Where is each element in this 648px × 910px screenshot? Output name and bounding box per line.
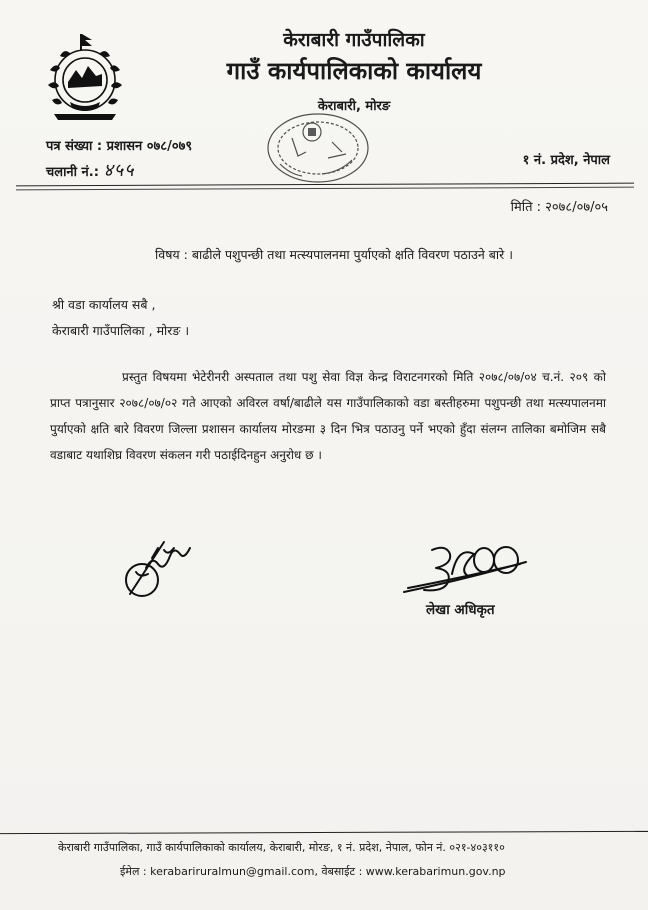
office-seal-stamp-icon xyxy=(262,108,374,188)
office-location: केराबारी, मोरङ xyxy=(317,99,391,114)
subject-text: बाढीले पशुपन्छी तथा मत्स्यपालनमा पुर्याएको क्षति विवरण पठाउने बारे । xyxy=(191,247,513,262)
date-label: मिति : xyxy=(510,200,542,215)
dispatch-value: ४५५ xyxy=(103,160,135,181)
dispatch-label: चलानी नं.: xyxy=(46,165,99,180)
footer-divider xyxy=(0,831,648,834)
letter-body: प्रस्तुत विषयमा भेटेरीनरी अस्पताल तथा पशु सेवा विज्ञ केन्द्र विराटनगरको मिति २०७८/०७/०४ च.नं. २०९ को प्राप्त पत्रानुसार २०७८/०७/०२ गते आएको अविरल वर्षा/बाढीले यस गाउँपालिकाको वडा बस्तीहरुमा पशुपन्छी तथा मत्स्यपालनमा पुर्याएको क्षति बारे विवरण जिल्ला प्रशासन कार्यालय मोरङमा ३ दिन भित्र पठाउनु पर्ने भएको हुँदा संलग्न तालिका बमोजिम सबै वडाबाट यथाशिघ्र विवरण संकलन गरी पठाईदिनहुन अनुरोध छ । xyxy=(50,370,606,462)
office-name: गाउँ कार्यपालिकाको कार्यालय xyxy=(226,57,482,85)
province-address: १ नं. प्रदेश, नेपाल xyxy=(522,153,610,168)
municipality-name: केराबारी गाउँपालिका xyxy=(283,29,425,51)
footer-contact: ईमेल : kerabariruralmun@gmail.com, वेबसाईट : www.kerabarimun.gov.np xyxy=(120,865,506,878)
header-divider-secondary xyxy=(16,187,634,191)
letter-date xyxy=(511,197,608,215)
addressee-line-2: केराबारी गाउँपालिका , मोरङ । xyxy=(52,323,190,338)
footer-address: केराबारी गाउँपालिका, गाउँ कार्यपालिकाको कार्यालय, केराबारी, मोरङ, १ नं. प्रदेश, नेपाल, फोन नं. ०२१-४०३११० xyxy=(58,841,505,854)
handwritten-signature-right xyxy=(402,540,530,596)
date-value: २०७८/०७/०५ xyxy=(545,200,608,215)
dispatch-number xyxy=(46,158,135,182)
subject-label: विषय : xyxy=(155,247,188,262)
addressee-line-1: श्री वडा कार्यालय सबै , xyxy=(52,297,156,312)
reference-number xyxy=(46,136,192,154)
subject-line xyxy=(0,246,648,263)
signatory-title: लेखा अधिकृत xyxy=(426,602,495,618)
handwritten-signature-left xyxy=(112,528,198,612)
reference-value: प्रशासन ०७८/०७९ xyxy=(106,139,193,154)
reference-label: पत्र संख्या : xyxy=(46,139,103,154)
